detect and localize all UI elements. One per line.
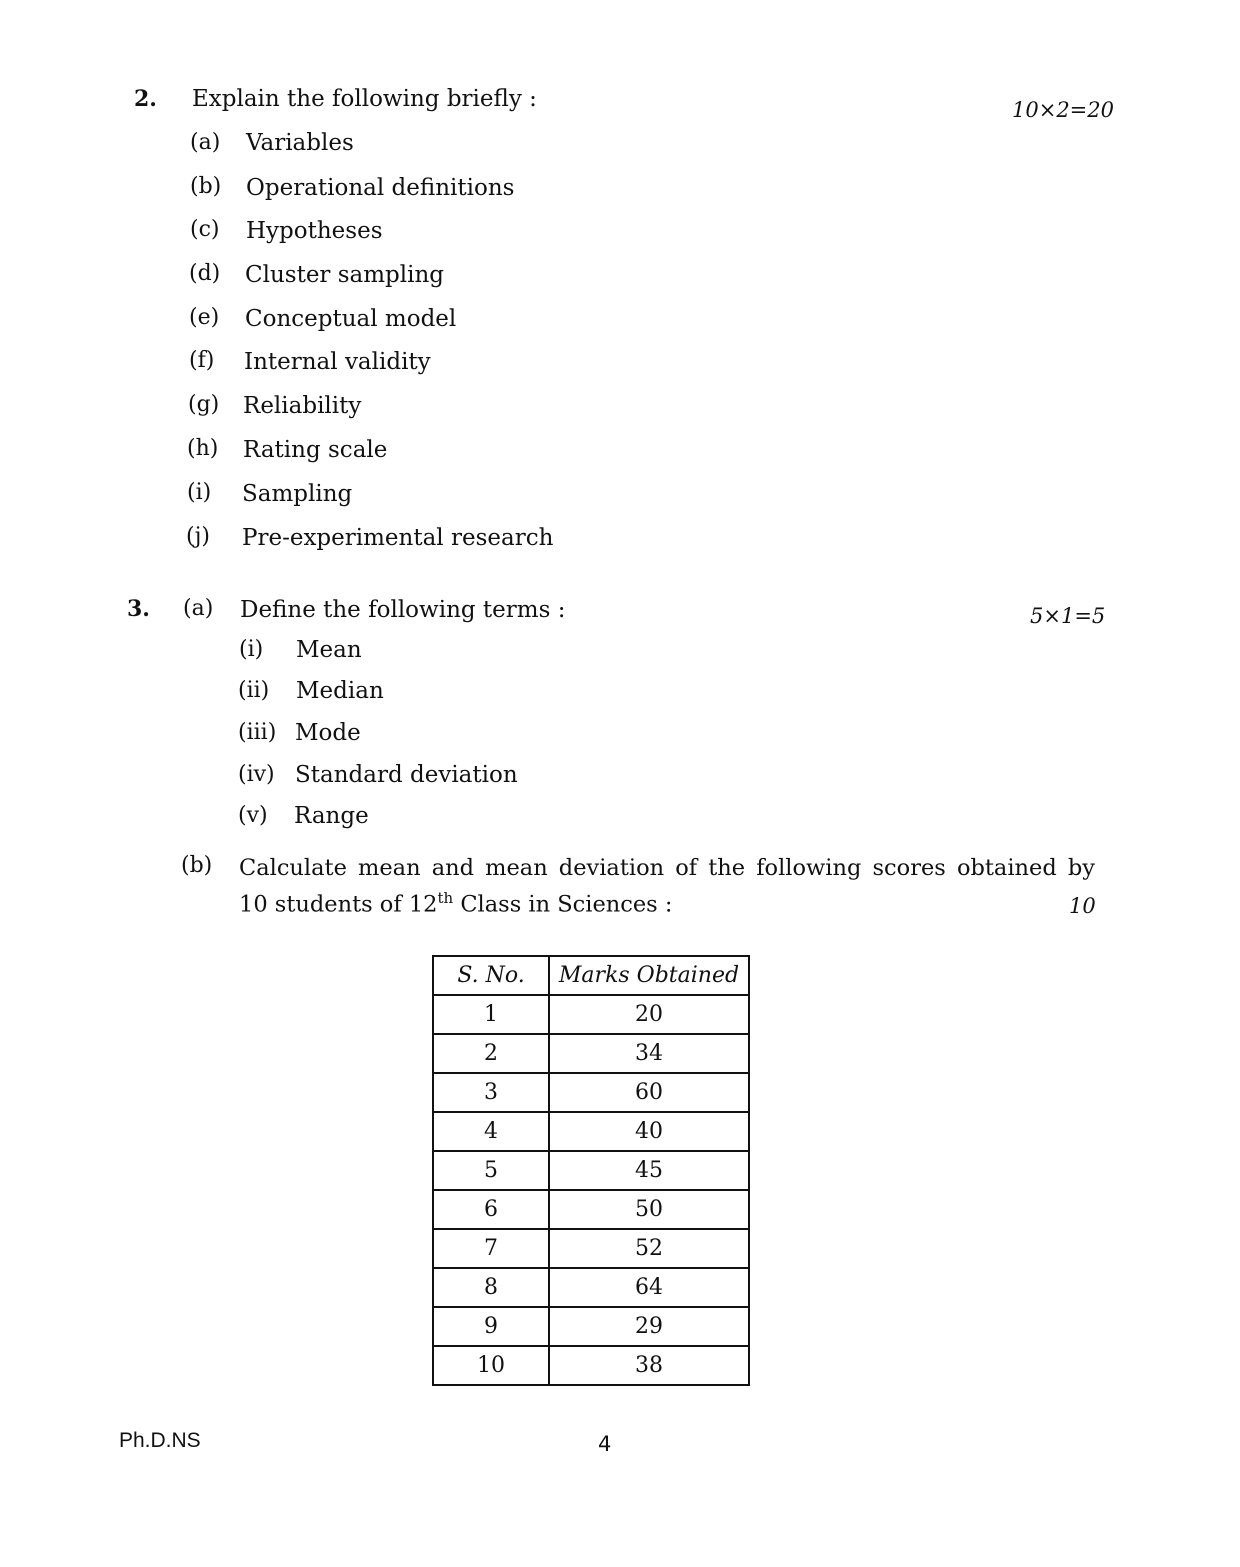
- table-row: [433, 1112, 749, 1151]
- table-row: [433, 1034, 749, 1073]
- question-3b-line-2: [239, 883, 1099, 920]
- question-number-3: 3.: [127, 596, 150, 622]
- table-cell: 45: [549, 1151, 749, 1190]
- list-item-label: (ii): [238, 678, 270, 703]
- column-header-marks: Marks Obtained: [549, 956, 749, 995]
- list-item: Rating scale: [243, 437, 388, 463]
- list-item-label: (g): [188, 392, 220, 417]
- table-cell: 6: [433, 1190, 549, 1229]
- page-number: 4: [598, 1432, 612, 1456]
- column-header-serial: S. No.: [433, 956, 549, 995]
- list-item-label: (c): [190, 217, 220, 242]
- list-item: Cluster sampling: [245, 262, 445, 288]
- question-3b-line-1: Calculate mean and mean deviation of the following scores obtained by: [239, 855, 1095, 881]
- list-item-label: (iii): [238, 720, 277, 745]
- list-item: Sampling: [242, 481, 353, 507]
- list-item: Mode: [295, 720, 361, 746]
- list-item: Operational definitions: [246, 175, 515, 201]
- list-item-label: (v): [238, 803, 268, 828]
- table-row: [433, 1229, 749, 1268]
- question-3a-prompt: Define the following terms :: [240, 597, 566, 623]
- list-item: Variables: [246, 130, 354, 156]
- list-item-label: (j): [186, 524, 210, 549]
- question-2-prompt: Explain the following briefly :: [192, 86, 537, 112]
- list-item: Range: [294, 803, 369, 829]
- question-2-marks: 10×2=20: [1012, 98, 1114, 122]
- list-item-label: (b): [190, 174, 222, 199]
- list-item-label: (e): [189, 305, 220, 330]
- question-3a-label: (a): [183, 596, 214, 621]
- list-item: Hypotheses: [246, 218, 383, 244]
- table-row: [433, 1151, 749, 1190]
- table-row: [433, 1307, 749, 1346]
- list-item-label: (i): [239, 637, 264, 662]
- table-cell: 8: [433, 1268, 549, 1307]
- question-3b-line-2-start: 10 students of 12: [239, 891, 438, 918]
- list-item: Median: [296, 678, 384, 704]
- list-item-label: (h): [187, 436, 219, 461]
- list-item: Conceptual model: [245, 306, 457, 332]
- table-row: [433, 1073, 749, 1112]
- table-cell: 9: [433, 1307, 549, 1346]
- table-row: [433, 1190, 749, 1229]
- table-cell: 2: [433, 1034, 549, 1073]
- table-cell: 38: [549, 1346, 749, 1385]
- table-row: [433, 995, 749, 1034]
- paper-code: Ph.D.NS: [119, 1429, 201, 1452]
- list-item: Mean: [296, 637, 362, 663]
- list-item: Reliability: [243, 393, 362, 419]
- table-cell: 34: [549, 1034, 749, 1073]
- question-3b-line-2-end: Class in Sciences :: [453, 891, 673, 918]
- question-3b-label: (b): [181, 853, 213, 878]
- table-cell: 52: [549, 1229, 749, 1268]
- question-3b-prompt: [239, 853, 1099, 920]
- question-3a-marks: 5×1=5: [1030, 604, 1106, 628]
- table-row: [433, 1268, 749, 1307]
- table-cell: 10: [433, 1346, 549, 1385]
- table-cell: 50: [549, 1190, 749, 1229]
- list-item: Internal validity: [244, 349, 431, 375]
- ordinal-superscript: th: [437, 889, 454, 907]
- table-cell: 40: [549, 1112, 749, 1151]
- table-cell: 1: [433, 995, 549, 1034]
- list-item-label: (d): [189, 261, 221, 286]
- table-cell: 5: [433, 1151, 549, 1190]
- table-row: [433, 1346, 749, 1385]
- list-item: Standard deviation: [295, 762, 518, 788]
- list-item-label: (i): [187, 480, 212, 505]
- table-cell: 20: [549, 995, 749, 1034]
- table-cell: 29: [549, 1307, 749, 1346]
- table-header-row: [433, 956, 749, 995]
- table-cell: 64: [549, 1268, 749, 1307]
- list-item-label: (iv): [238, 762, 275, 787]
- list-item-label: (a): [190, 130, 221, 155]
- table-cell: 60: [549, 1073, 749, 1112]
- question-number-2: 2.: [134, 86, 157, 112]
- table-cell: 3: [433, 1073, 549, 1112]
- list-item: Pre-experimental research: [242, 525, 554, 551]
- list-item-label: (f): [189, 348, 215, 373]
- scores-table: [432, 955, 750, 1386]
- table-cell: 7: [433, 1229, 549, 1268]
- table-cell: 4: [433, 1112, 549, 1151]
- question-3b-marks: 10: [1069, 894, 1096, 918]
